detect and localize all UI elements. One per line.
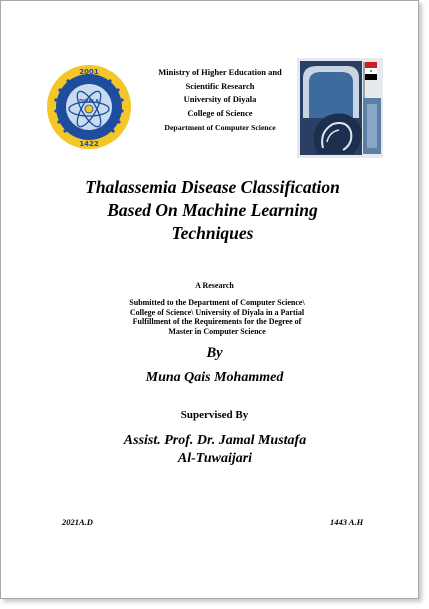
university-seal-logo (46, 64, 132, 150)
thesis-title (40, 176, 385, 245)
submission-line-3: Fulfillment of the Requirements for the Degree of (132, 317, 302, 326)
title-line-2: Based On Machine Learning (107, 200, 318, 220)
supervisor-line-1: Assist. Prof. Dr. Jamal Mustafa (123, 433, 307, 448)
institution-header (145, 66, 295, 135)
header-line-college: College of Science (187, 107, 253, 118)
gregorian-date: 2021A.D (62, 517, 93, 527)
hijri-date: 1443 A.H (330, 517, 364, 527)
header-line-ministry: Ministry of Higher Education and (158, 67, 282, 77)
header-line-research: Scientific Research (185, 80, 255, 91)
supervised-by-label: Supervised By (180, 409, 249, 421)
title-line-1: Thalassemia Disease Classification (85, 177, 340, 197)
seal-center-text: DIYALA (78, 99, 100, 105)
supervisor-line-2: Al-Tuwaijari (177, 451, 253, 466)
seal-year-top: 2001 (79, 68, 99, 76)
header-line-university: University of Diyala (183, 94, 257, 104)
seal-year-bottom: 1422 (79, 140, 99, 148)
submission-statement (112, 298, 322, 336)
title-line-3: Techniques (171, 223, 254, 243)
supervisor-name (80, 432, 350, 468)
author-name: Muna Qais Mohammed (145, 370, 284, 385)
submission-line-1: Submitted to the Department of Computer Science\ (129, 298, 305, 307)
submission-line-4: Master in Computer Science (168, 326, 266, 336)
research-label: A Research (195, 281, 234, 290)
college-emblem-logo (297, 58, 383, 158)
header-line-department: Department of Computer Science (164, 123, 276, 132)
by-label: By (206, 345, 223, 361)
submission-line-2: College of Science\ University of Diyala in a Partial (129, 307, 305, 317)
